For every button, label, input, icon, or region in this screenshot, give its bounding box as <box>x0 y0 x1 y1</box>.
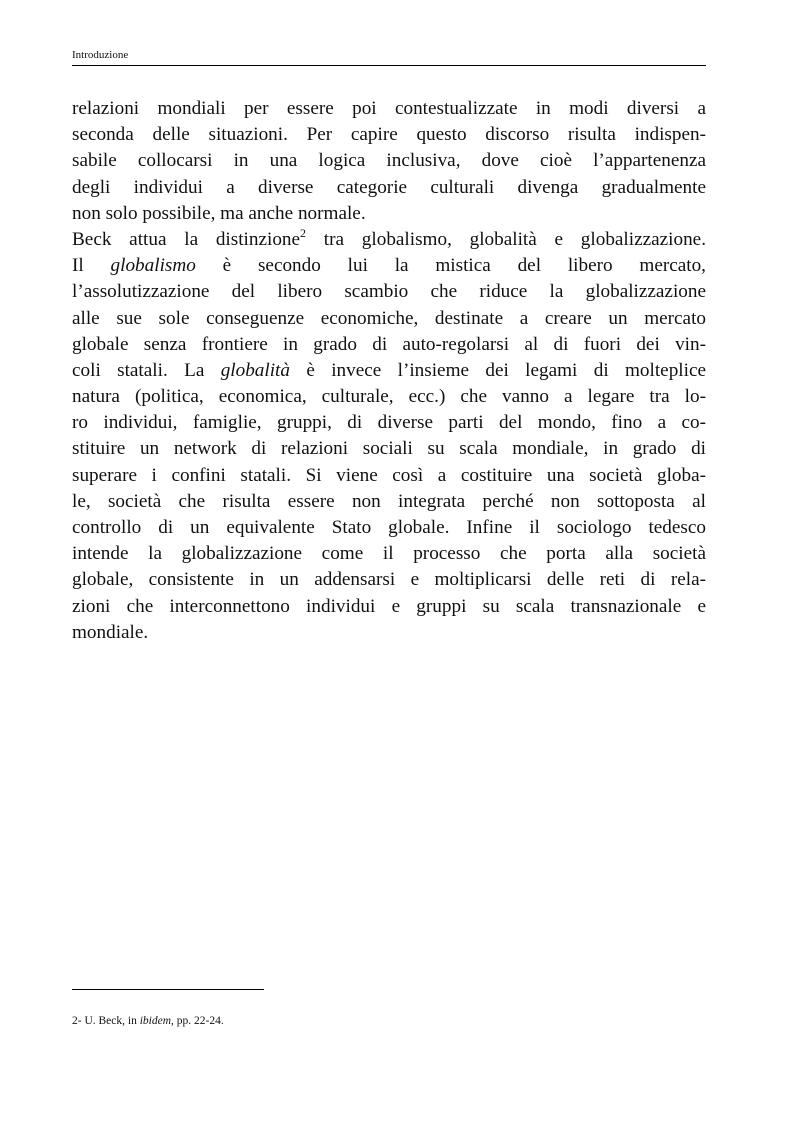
text-span: tra globalismo, globalità e globalizzazione. <box>306 228 706 250</box>
text-line <box>72 253 706 279</box>
text-span: è secondo lui la mistica del libero mercato, <box>195 255 706 277</box>
text-line: superare i confini statali. Si viene così a costituire una società globa- <box>72 464 706 486</box>
footnote-source: ibidem <box>139 1015 172 1027</box>
text-span: Beck attua la distinzione <box>72 228 301 250</box>
text-span: Il <box>72 255 111 277</box>
text-line: mondiale. <box>72 621 149 643</box>
text-line: degli individui a diverse categorie culturali divenga gradualmente <box>72 176 706 198</box>
text-span: è invece l’insieme dei legami di molteplice <box>289 359 706 381</box>
text-line: non solo possibile, ma anche normale. <box>72 202 366 224</box>
italic-term: globalità <box>220 359 290 381</box>
text-line <box>72 358 706 384</box>
text-line: natura (politica, economica, culturale, ecc.) che vanno a legare tra lo- <box>72 386 706 408</box>
italic-term: globalismo <box>110 255 196 277</box>
text-span: coli statali. La <box>72 359 221 381</box>
body-text <box>72 96 706 646</box>
footnote-rule <box>72 989 264 990</box>
running-header <box>72 48 706 66</box>
text-line: relazioni mondiali per essere poi contestualizzate in modi diversi a <box>72 98 706 119</box>
text-line: controllo di un equivalente Stato globale. Infine il sociologo tedesco <box>72 517 706 538</box>
text-line: intende la globalizzazione come il processo che porta alla società <box>72 543 706 565</box>
footnote-text: 2- U. Beck, in <box>72 1015 140 1027</box>
text-line: alle sue sole conseguenze economiche, destinate a creare un mercato <box>72 307 706 329</box>
text-line: seconda delle situazioni. Per capire questo discorso risulta indispen- <box>72 124 706 146</box>
header-title: Introduzione <box>72 49 129 61</box>
text-line: ro individui, famiglie, gruppi, di diverse parti del mondo, fino a co- <box>72 412 706 434</box>
footnote-reference[interactable]: 2 <box>300 225 307 240</box>
text-line: le, società che risulta essere non integrata perché non sottoposta al <box>72 490 706 512</box>
text-line: globale senza frontiere in grado di auto-regolarsi al di fuori dei vin- <box>72 333 706 355</box>
text-line: zioni che interconnettono individui e gruppi su scala transnazionale e <box>72 595 706 617</box>
text-line: globale, consistente in un addensarsi e moltiplicarsi delle reti di rela- <box>72 569 706 591</box>
text-line <box>72 227 706 253</box>
footnote <box>72 1014 224 1028</box>
text-line: sabile collocarsi in una logica inclusiva, dove cioè l’appartenenza <box>72 150 706 172</box>
text-line: l’assolutizzazione del libero scambio che riduce la globalizzazione <box>72 281 706 303</box>
text-line: stituire un network di relazioni sociali su scala mondiale, in grado di <box>72 438 706 460</box>
footnote-pages: , pp. 22-24. <box>171 1015 224 1027</box>
